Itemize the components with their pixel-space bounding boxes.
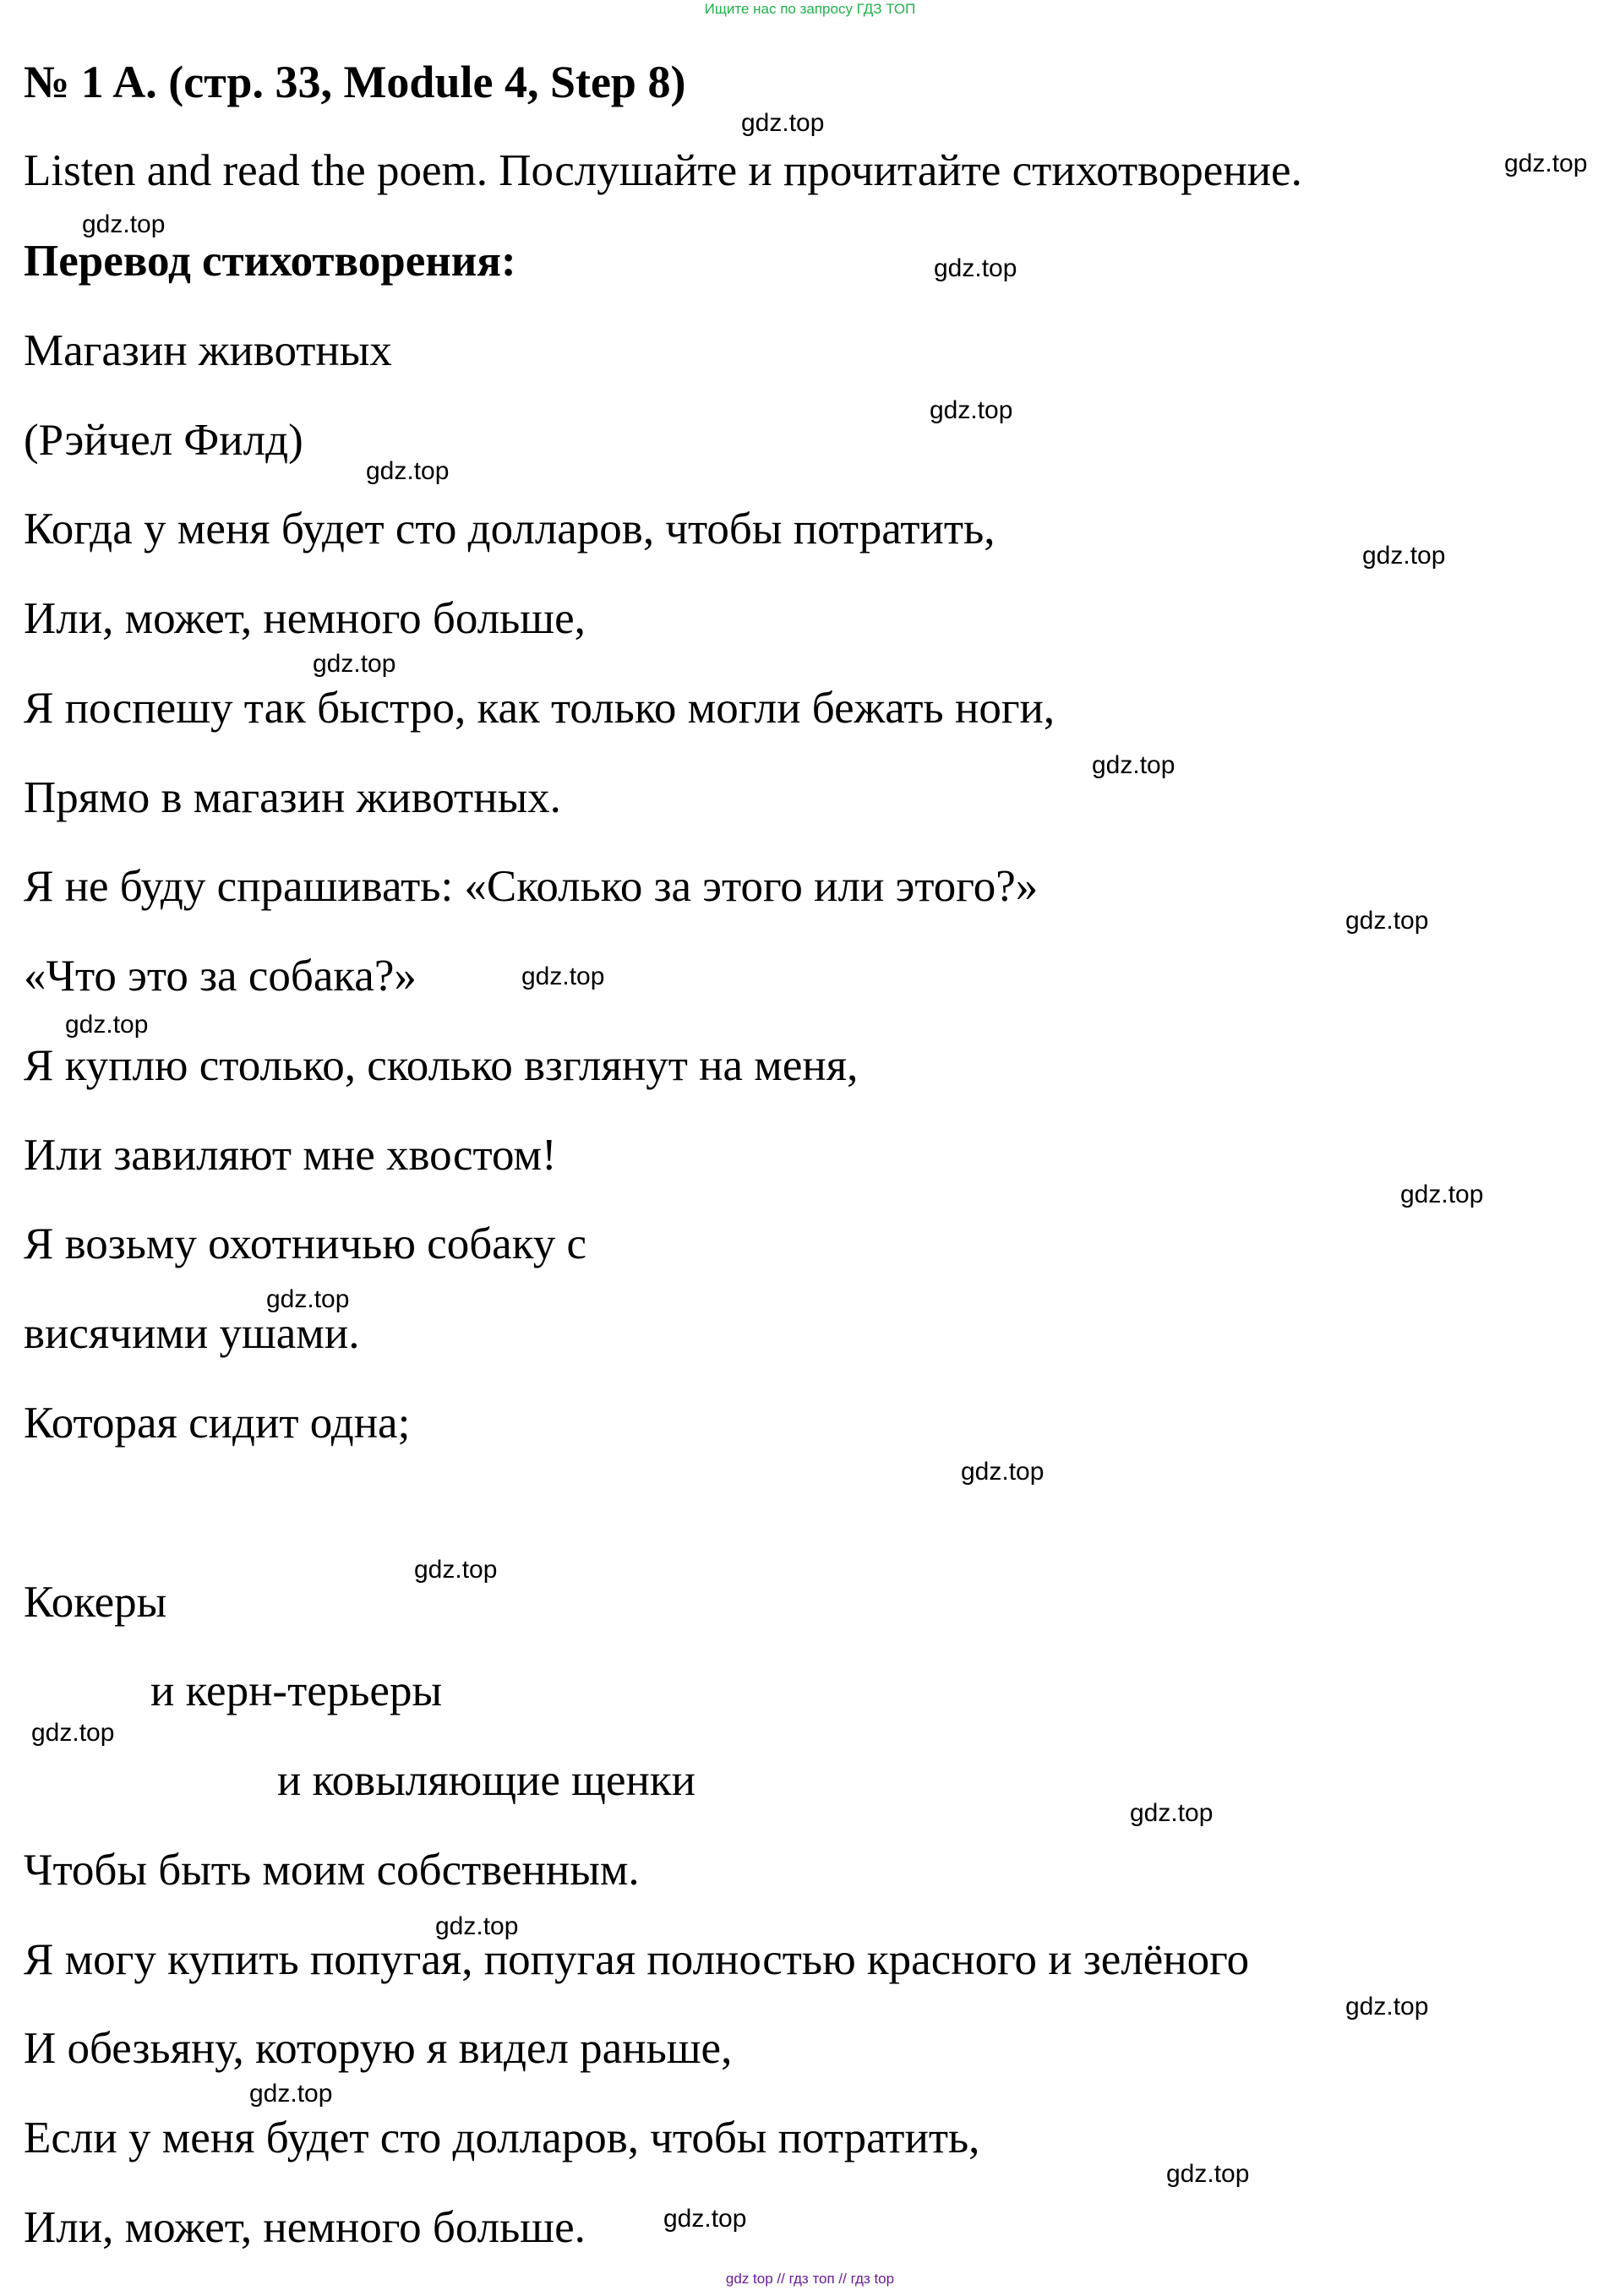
watermark: gdz.top (930, 396, 1013, 424)
top-banner: Ищите нас по запросу ГДЗ ТОП (704, 1, 916, 17)
poem-line: Прямо в магазин животных. (24, 773, 561, 822)
poem-line: Если у меня будет сто долларов, чтобы потратить, (24, 2113, 980, 2162)
watermark: gdz.top (366, 457, 450, 485)
watermark: gdz.top (934, 254, 1017, 282)
poem-line: И обезьяну, которую я видел раньше, (24, 2024, 733, 2073)
watermark: gdz.top (1092, 751, 1175, 779)
poem-line: Я могу купить попугая, попугая полностью красного и зелёного (24, 1935, 1250, 1984)
poem-line: Я не буду спрашивать: «Сколько за этого или этого?» (24, 862, 1039, 911)
poem-line: Или завиляют мне хвостом! (24, 1131, 557, 1180)
watermark: gdz.top (414, 1556, 498, 1584)
poem-author: (Рэйчел Филд) (24, 416, 303, 465)
watermark: gdz.top (1362, 542, 1446, 570)
watermark: gdz.top (1504, 150, 1588, 177)
watermark: gdz.top (961, 1458, 1045, 1486)
page-title: № 1 A. (стр. 33, Module 4, Step 8) (24, 57, 686, 107)
poem-line: Кокеры (24, 1578, 167, 1627)
watermark: gdz.top (1345, 1993, 1429, 2021)
poem-line: висячими ушами. (24, 1309, 360, 1358)
poem-line: Когда у меня будет сто долларов, чтобы потратить, (24, 504, 995, 554)
poem-line: «Что это за собака?» (24, 952, 417, 1001)
task-instruction: Listen and read the poem. Послушайте и прочитайте стихотворение. (24, 146, 1302, 195)
poem-line: и керн-терьеры (150, 1666, 443, 1715)
footer-links: gdz top // гдз топ // гдз top (725, 2271, 895, 2287)
poem-line: Я поспешу так быстро, как только могли бежать ноги, (24, 684, 1055, 733)
watermark: gdz.top (1345, 907, 1429, 935)
poem-line: Я куплю столько, сколько взглянут на меня, (24, 1041, 859, 1090)
poem-line: Которая сидит одна; (24, 1399, 411, 1448)
poem-line: Или, может, немного больше. (24, 2203, 586, 2252)
poem-line: Чтобы быть моим собственным. (24, 1846, 640, 1895)
watermark: gdz.top (435, 1912, 519, 1940)
watermark: gdz.top (313, 650, 396, 678)
watermark: gdz.top (1400, 1181, 1484, 1208)
poem-title: Магазин животных (24, 326, 392, 375)
watermark: gdz.top (663, 2205, 747, 2233)
watermark: gdz.top (266, 1285, 350, 1313)
watermark: gdz.top (249, 2080, 333, 2108)
watermark: gdz.top (65, 1011, 149, 1039)
watermark: gdz.top (741, 109, 825, 137)
poem-line: Или, может, немного больше, (24, 594, 586, 643)
poem-line: Я возьму охотничью собаку с (24, 1219, 586, 1268)
watermark: gdz.top (1166, 2160, 1250, 2188)
watermark: gdz.top (521, 963, 605, 990)
watermark: gdz.top (31, 1719, 115, 1747)
poem-line: и ковыляющие щенки (277, 1756, 695, 1805)
watermark: gdz.top (1130, 1799, 1214, 1827)
section-heading: Перевод стихотворения: (24, 237, 516, 286)
watermark: gdz.top (82, 210, 166, 238)
